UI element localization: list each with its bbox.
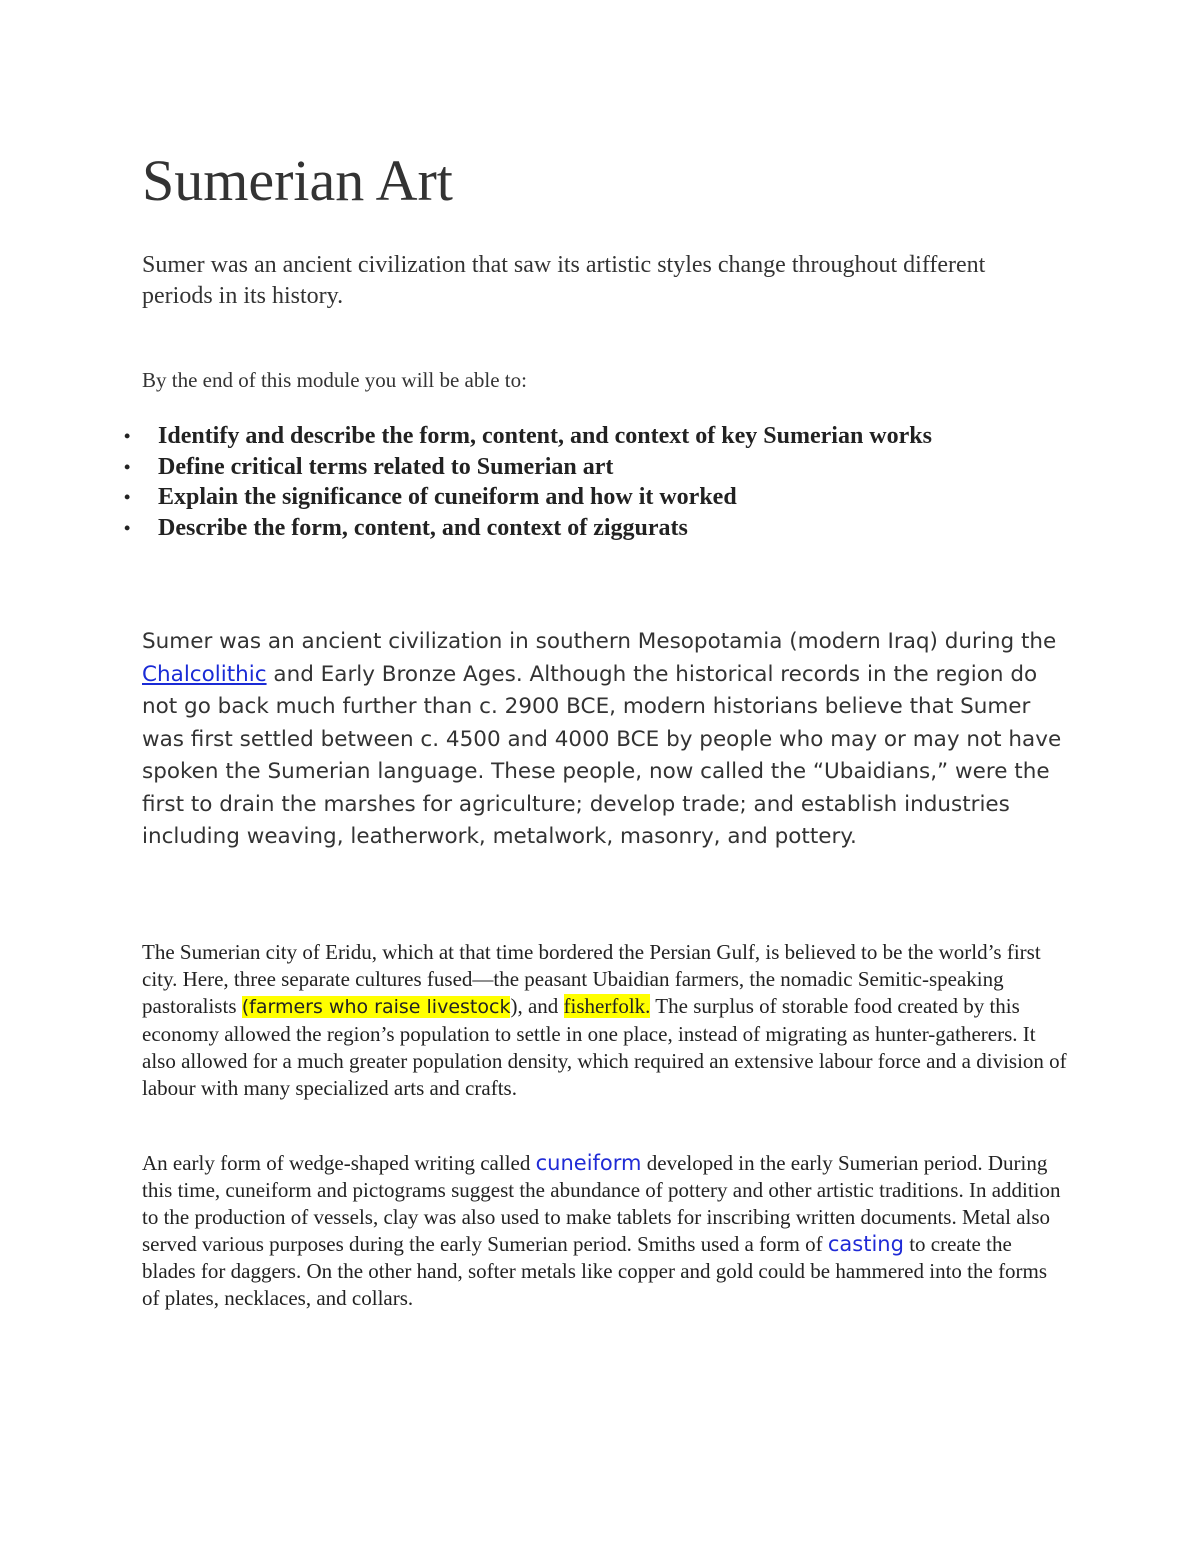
sumer-paragraph	[142, 626, 1072, 854]
highlight-livestock: (farmers who raise livestock	[241, 996, 511, 1018]
bullet-icon: •	[124, 517, 131, 538]
intro-paragraph: Sumer was an ancient civilization that saw its artistic styles change throughout different periods in its history.	[142, 252, 986, 309]
objective-text: Define critical terms related to Sumerian art	[158, 453, 614, 480]
term-casting: casting	[827, 1232, 904, 1256]
objective-text: Describe the form, content, and context of ziggurats	[158, 514, 688, 541]
objectives-list	[120, 421, 932, 543]
bullet-icon: •	[124, 426, 131, 446]
cuneiform-paragraph	[142, 1150, 1067, 1312]
highlight-fisherfolk: fisherfolk.	[563, 994, 651, 1018]
eridu-paragraph	[142, 939, 1067, 1102]
objective-text: Identify and describe the form, content, and context of key Sumerian works	[158, 423, 932, 449]
cuneiform-text-1: An early form of wedge-shaped writing called	[142, 1151, 536, 1175]
eridu-text-3: The surplus of storable food created by this economy allowed the region’s population to settle in one place, instead of migrating as hunter-gatherers. It also allowed for a much greater population density, which required an extensive labour force and a division of labour with many specialized arts and crafts.	[142, 994, 1067, 1100]
bullet-icon: •	[124, 456, 131, 477]
objective-item	[120, 482, 932, 513]
sumer-text-2: and Early Bronze Ages. Although the historical records in the region do not go back much further than c. 2900 BCE, modern historians believe that Sumer was first settled between c. 4500 and 4000 BCE by people who may or may not have spoken the Sumerian language. These people, now called the “Ubaidians,” were the first to drain the marshes for agriculture; develop trade; and establish industries including weaving, leatherwork, metalwork, masonry, and pottery.	[142, 661, 1062, 849]
objective-item	[120, 421, 932, 452]
bullet-icon: •	[124, 487, 131, 507]
eridu-text-2: ), and	[510, 994, 564, 1018]
objectives-lead: By the end of this module you will be able to:	[142, 368, 527, 392]
chalcolithic-link[interactable]: Chalcolithic	[142, 661, 267, 687]
objective-item	[120, 513, 932, 544]
objective-text: Explain the significance of cuneiform and how it worked	[158, 484, 737, 510]
document-title: Sumerian Art	[142, 148, 453, 213]
term-cuneiform: cuneiform	[535, 1151, 642, 1175]
cuneiform-text-3: to create the blades for daggers. On the other hand, softer metals like copper and gold could be hammered into the forms of plates, necklaces, and collars.	[142, 1232, 1048, 1310]
eridu-text-1: The Sumerian city of Eridu, which at that time bordered the Persian Gulf, is believed to be the world’s first city. Here, three separate cultures fused—the peasant Ubaidian farmers, the nomadic Semitic-speaking pastoralists	[142, 940, 1041, 1018]
cuneiform-text-2: developed in the early Sumerian period. During this time, cuneiform and pictograms suggest the abundance of pottery and other artistic traditions. In addition to the production of vessels, clay was also used to make tablets for inscribing written documents. Metal also served various purposes during the early Sumerian period. Smiths used a form of	[142, 1151, 1061, 1256]
objective-item	[120, 452, 932, 483]
sumer-text-1: Sumer was an ancient civilization in southern Mesopotamia (modern Iraq) during the	[142, 629, 1057, 654]
